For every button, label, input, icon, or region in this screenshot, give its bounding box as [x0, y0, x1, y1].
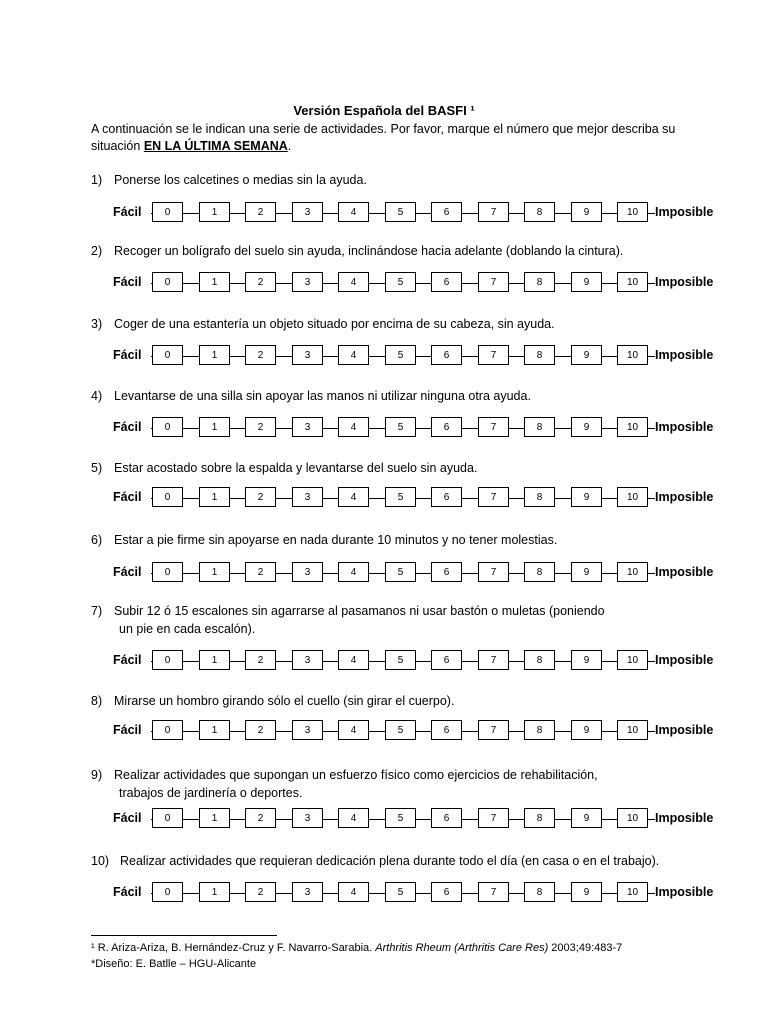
scale-option-5[interactable]: 5	[385, 345, 416, 365]
scale-option-7[interactable]: 7	[478, 720, 509, 740]
scale-option-5[interactable]: 5	[385, 562, 416, 582]
scale-option-3[interactable]: 3	[292, 202, 323, 222]
scale-option-4[interactable]: 4	[338, 487, 369, 507]
scale-label-impossible: Imposible	[655, 348, 714, 362]
scale-label-easy: Fácil	[113, 205, 142, 219]
scale-option-1[interactable]: 1	[199, 720, 230, 740]
scale-label-easy: Fácil	[113, 275, 142, 289]
question-text: Levantarse de una silla sin apoyar las manos ni utilizar ninguna otra ayuda.	[114, 389, 531, 403]
question-8	[91, 692, 454, 710]
scale-option-7[interactable]: 7	[478, 882, 509, 902]
scale-option-5[interactable]: 5	[385, 808, 416, 828]
rating-scale-4	[113, 417, 723, 439]
scale-option-9[interactable]: 9	[571, 487, 602, 507]
scale-option-9[interactable]: 9	[571, 808, 602, 828]
scale-label-impossible: Imposible	[655, 723, 714, 737]
scale-option-6[interactable]: 6	[431, 882, 462, 902]
scale-label-impossible: Imposible	[655, 885, 714, 899]
scale-option-1[interactable]: 1	[199, 650, 230, 670]
question-text: Mirarse un hombro girando sólo el cuello (sin girar el cuerpo).	[114, 694, 455, 708]
scale-option-3[interactable]: 3	[292, 345, 323, 365]
scale-option-6[interactable]: 6	[431, 345, 462, 365]
scale-label-easy: Fácil	[113, 348, 142, 362]
question-number: 9)	[91, 768, 103, 782]
scale-label-impossible: Imposible	[655, 205, 714, 219]
scale-option-9[interactable]: 9	[571, 345, 602, 365]
question-1	[91, 171, 367, 189]
scale-label-easy: Fácil	[113, 420, 142, 434]
rating-scale-7	[113, 650, 723, 672]
scale-option-2[interactable]: 2	[245, 882, 276, 902]
scale-option-5[interactable]: 5	[385, 882, 416, 902]
question-number: 8)	[91, 694, 103, 708]
scale-option-2[interactable]: 2	[245, 562, 276, 582]
scale-option-8[interactable]: 8	[524, 417, 555, 437]
scale-option-4[interactable]: 4	[338, 202, 369, 222]
rating-scale-2	[113, 272, 723, 294]
scale-option-2[interactable]: 2	[245, 487, 276, 507]
scale-option-6[interactable]: 6	[431, 808, 462, 828]
rating-scale-8	[113, 720, 723, 742]
scale-option-3[interactable]: 3	[292, 882, 323, 902]
scale-option-2[interactable]: 2	[245, 650, 276, 670]
footnote-ref-prefix: ¹ R. Ariza-Ariza, B. Hernández-Cruz y F. Navarro-Sarabia.	[91, 942, 376, 954]
scale-option-2[interactable]: 2	[245, 417, 276, 437]
question-text: Recoger un bolígrafo del suelo sin ayuda, inclinándose hacia adelante (doblando la cintura).	[114, 244, 624, 258]
scale-option-8[interactable]: 8	[524, 345, 555, 365]
scale-option-3[interactable]: 3	[292, 417, 323, 437]
scale-option-8[interactable]: 8	[524, 272, 555, 292]
scale-option-9[interactable]: 9	[571, 272, 602, 292]
scale-option-5[interactable]: 5	[385, 272, 416, 292]
scale-option-2[interactable]: 2	[245, 272, 276, 292]
scale-option-10[interactable]: 10	[617, 345, 648, 365]
question-text: Coger de una estantería un objeto situado por encima de su cabeza, sin ayuda.	[114, 317, 555, 331]
scale-option-0[interactable]: 0	[152, 882, 183, 902]
scale-option-1[interactable]: 1	[199, 808, 230, 828]
scale-label-impossible: Imposible	[655, 811, 714, 825]
scale-option-10[interactable]: 10	[617, 487, 648, 507]
scale-option-1[interactable]: 1	[199, 882, 230, 902]
scale-option-6[interactable]: 6	[431, 487, 462, 507]
scale-option-1[interactable]: 1	[199, 417, 230, 437]
scale-option-0[interactable]: 0	[152, 487, 183, 507]
scale-option-7[interactable]: 7	[478, 417, 509, 437]
question-number: 4)	[91, 389, 103, 403]
scale-option-1[interactable]: 1	[199, 345, 230, 365]
scale-option-8[interactable]: 8	[524, 720, 555, 740]
document-title: Versión Española del BASFI ¹	[293, 103, 475, 118]
intro-text: A continuación se le indican una serie de actividades. Por favor, marque el número que mejor describa su situación	[91, 122, 676, 153]
scale-option-4[interactable]: 4	[338, 808, 369, 828]
question-text: Subir 12 ó 15 escalones sin agarrarse al pasamanos ni usar bastón o muletas (poniendo	[114, 604, 605, 618]
footnote-reference	[91, 941, 622, 956]
scale-option-7[interactable]: 7	[478, 345, 509, 365]
rating-scale-3	[113, 345, 723, 367]
scale-option-10[interactable]: 10	[617, 720, 648, 740]
scale-option-10[interactable]: 10	[617, 562, 648, 582]
question-text: Estar a pie firme sin apoyarse en nada durante 10 minutos y no tener molestias.	[114, 533, 558, 547]
question-number: 2)	[91, 244, 103, 258]
scale-option-9[interactable]: 9	[571, 202, 602, 222]
scale-option-10[interactable]: 10	[617, 808, 648, 828]
intro-emphasis: EN LA ÚLTIMA SEMANA	[143, 139, 288, 153]
scale-option-5[interactable]: 5	[385, 650, 416, 670]
question-4	[91, 387, 531, 405]
scale-option-9[interactable]: 9	[571, 650, 602, 670]
question-text-continuation: un pie en cada escalón).	[119, 622, 256, 636]
scale-option-8[interactable]: 8	[524, 487, 555, 507]
scale-option-7[interactable]: 7	[478, 202, 509, 222]
scale-option-4[interactable]: 4	[338, 417, 369, 437]
scale-option-5[interactable]: 5	[385, 202, 416, 222]
scale-option-2[interactable]: 2	[245, 345, 276, 365]
scale-option-3[interactable]: 3	[292, 808, 323, 828]
intro-paragraph	[91, 121, 711, 155]
scale-option-3[interactable]: 3	[292, 487, 323, 507]
scale-label-easy: Fácil	[113, 490, 142, 504]
question-2	[91, 242, 623, 260]
question-3	[91, 315, 555, 333]
scale-option-0[interactable]: 0	[152, 417, 183, 437]
scale-option-0[interactable]: 0	[152, 272, 183, 292]
scale-option-0[interactable]: 0	[152, 720, 183, 740]
rating-scale-10	[113, 882, 723, 904]
scale-option-7[interactable]: 7	[478, 272, 509, 292]
scale-option-0[interactable]: 0	[152, 345, 183, 365]
question-10	[91, 852, 659, 870]
scale-option-3[interactable]: 3	[292, 562, 323, 582]
footnote-ref-suffix: 2003;49:483-7	[548, 942, 623, 954]
scale-option-0[interactable]: 0	[152, 562, 183, 582]
scale-option-4[interactable]: 4	[338, 650, 369, 670]
question-5	[91, 459, 477, 477]
scale-option-6[interactable]: 6	[431, 650, 462, 670]
scale-option-4[interactable]: 4	[338, 272, 369, 292]
scale-option-9[interactable]: 9	[571, 720, 602, 740]
scale-option-10[interactable]: 10	[617, 417, 648, 437]
question-text: Ponerse los calcetines o medias sin la ayuda.	[114, 173, 367, 187]
scale-option-6[interactable]: 6	[431, 417, 462, 437]
scale-option-8[interactable]: 8	[524, 562, 555, 582]
question-text: Realizar actividades que supongan un esfuerzo físico como ejercicios de rehabilitación,	[114, 768, 598, 782]
rating-scale-6	[113, 562, 723, 584]
scale-option-10[interactable]: 10	[617, 202, 648, 222]
scale-label-impossible: Imposible	[655, 490, 714, 504]
scale-option-10[interactable]: 10	[617, 882, 648, 902]
scale-label-easy: Fácil	[113, 565, 142, 579]
scale-label-impossible: Imposible	[655, 420, 714, 434]
scale-option-4[interactable]: 4	[338, 720, 369, 740]
scale-option-0[interactable]: 0	[152, 202, 183, 222]
scale-option-1[interactable]: 1	[199, 487, 230, 507]
scale-option-9[interactable]: 9	[571, 417, 602, 437]
scale-option-6[interactable]: 6	[431, 720, 462, 740]
scale-label-easy: Fácil	[113, 653, 142, 667]
scale-option-4[interactable]: 4	[338, 345, 369, 365]
scale-label-impossible: Imposible	[655, 565, 714, 579]
scale-option-3[interactable]: 3	[292, 650, 323, 670]
footnote-divider	[91, 935, 277, 936]
scale-option-1[interactable]: 1	[199, 272, 230, 292]
question-number: 3)	[91, 317, 103, 331]
scale-option-7[interactable]: 7	[478, 487, 509, 507]
scale-option-8[interactable]: 8	[524, 202, 555, 222]
scale-option-7[interactable]: 7	[478, 650, 509, 670]
scale-option-9[interactable]: 9	[571, 882, 602, 902]
scale-label-impossible: Imposible	[655, 653, 714, 667]
question-7	[91, 602, 605, 638]
question-text: Realizar actividades que requieran dedicación plena durante todo el día (en casa o en el trabajo).	[120, 854, 660, 868]
scale-option-0[interactable]: 0	[152, 650, 183, 670]
scale-label-impossible: Imposible	[655, 275, 714, 289]
scale-option-2[interactable]: 2	[245, 808, 276, 828]
question-number: 7)	[91, 604, 103, 618]
intro-end: .	[287, 139, 292, 153]
footnote-ref-journal: Arthritis Rheum (Arthritis Care Res)	[375, 942, 549, 954]
rating-scale-1	[113, 202, 723, 224]
scale-option-8[interactable]: 8	[524, 882, 555, 902]
question-number: 1)	[91, 173, 103, 187]
scale-label-easy: Fácil	[113, 885, 142, 899]
scale-label-easy: Fácil	[113, 723, 142, 737]
question-number: 6)	[91, 533, 103, 547]
scale-option-1[interactable]: 1	[199, 202, 230, 222]
scale-option-9[interactable]: 9	[571, 562, 602, 582]
scale-option-7[interactable]: 7	[478, 562, 509, 582]
scale-option-6[interactable]: 6	[431, 202, 462, 222]
footnote-design: *Diseño: E. Batlle – HGU-Alicante	[91, 958, 257, 970]
question-text-continuation: trabajos de jardinería o deportes.	[119, 786, 303, 800]
scale-option-8[interactable]: 8	[524, 808, 555, 828]
scale-option-10[interactable]: 10	[617, 272, 648, 292]
question-6	[91, 531, 557, 549]
scale-option-7[interactable]: 7	[478, 808, 509, 828]
scale-option-2[interactable]: 2	[245, 202, 276, 222]
scale-option-5[interactable]: 5	[385, 720, 416, 740]
scale-option-4[interactable]: 4	[338, 882, 369, 902]
scale-option-5[interactable]: 5	[385, 487, 416, 507]
scale-option-1[interactable]: 1	[199, 562, 230, 582]
question-number: 10)	[91, 854, 110, 868]
scale-option-3[interactable]: 3	[292, 272, 323, 292]
scale-option-6[interactable]: 6	[431, 272, 462, 292]
question-number: 5)	[91, 461, 103, 475]
question-9	[91, 766, 598, 802]
scale-label-easy: Fácil	[113, 811, 142, 825]
question-text: Estar acostado sobre la espalda y levantarse del suelo sin ayuda.	[114, 461, 478, 475]
rating-scale-9	[113, 808, 723, 830]
scale-option-5[interactable]: 5	[385, 417, 416, 437]
rating-scale-5	[113, 487, 723, 509]
scale-option-10[interactable]: 10	[617, 650, 648, 670]
scale-option-2[interactable]: 2	[245, 720, 276, 740]
scale-option-0[interactable]: 0	[152, 808, 183, 828]
scale-option-4[interactable]: 4	[338, 562, 369, 582]
scale-option-3[interactable]: 3	[292, 720, 323, 740]
scale-option-8[interactable]: 8	[524, 650, 555, 670]
scale-option-6[interactable]: 6	[431, 562, 462, 582]
